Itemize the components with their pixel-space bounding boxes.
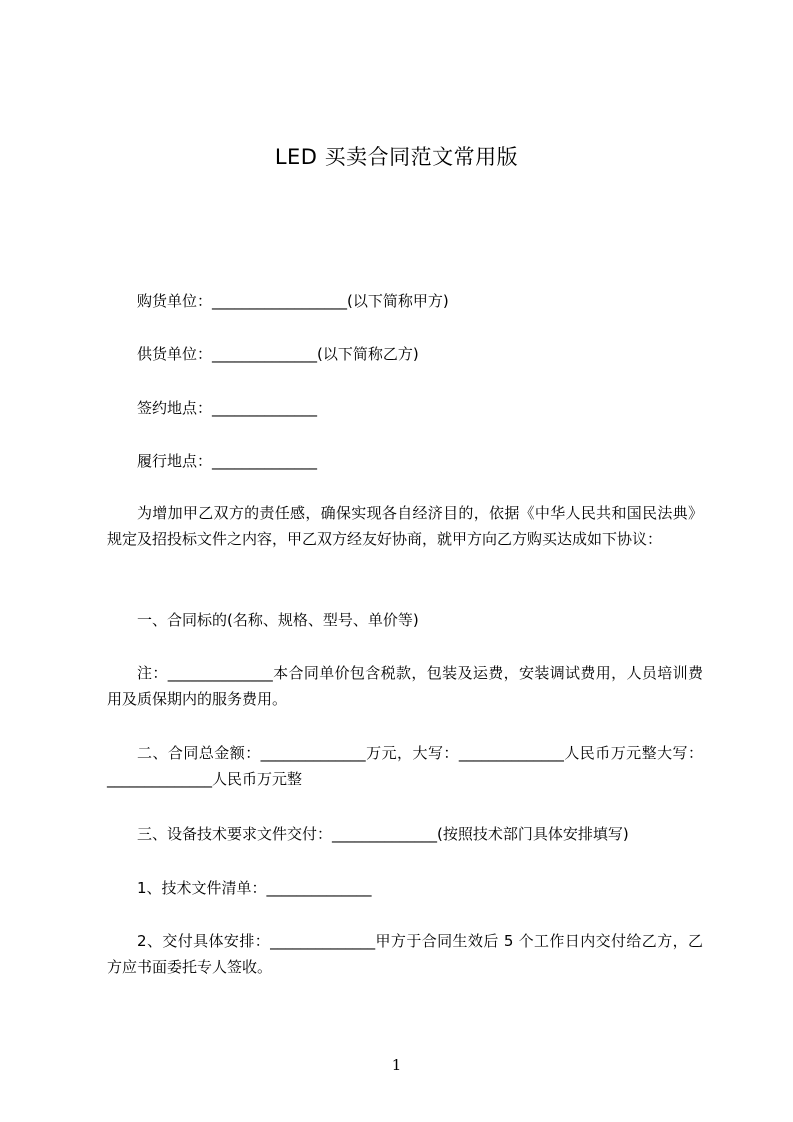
section2-total-amount: 二、合同总金额：______________万元，大写：______________人民币万元整大写：______________人民币万元整: [107, 744, 703, 788]
preamble-paragraph: 为增加甲乙双方的责任感，确保实现各自经济目的，依据《中华人民共和国民法典》规定及招投标文件之内容，甲乙双方经友好协商，就甲方向乙方购买达成如下协议：: [107, 504, 703, 548]
section3-item1: 1、技术文件清单：______________: [137, 879, 372, 897]
section3-item2: 2、交付具体安排：______________甲方于合同生效后 5 个工作日内交付给乙方，乙方应书面委托专人签收。: [107, 932, 703, 976]
document-title: LED 买卖合同范文常用版: [274, 145, 519, 169]
buyer-line: 购货单位：__________________(以下简称甲方): [137, 292, 449, 310]
perform-place-line: 履行地点：______________: [137, 452, 318, 470]
sign-place-line: 签约地点：______________: [137, 399, 318, 417]
page-number: 1: [391, 1056, 402, 1074]
section1-note: 注：______________本合同单价包含税款，包装及运费，安装调试费用，人员培训费用及质保期内的服务费用。: [107, 664, 703, 708]
section1-heading: 一、合同标的(名称、规格、型号、单价等): [137, 611, 419, 629]
supplier-line: 供货单位：______________(以下简称乙方): [137, 345, 419, 363]
section3-heading: 三、设备技术要求文件交付：______________(按照技术部门具体安排填写): [137, 825, 629, 843]
